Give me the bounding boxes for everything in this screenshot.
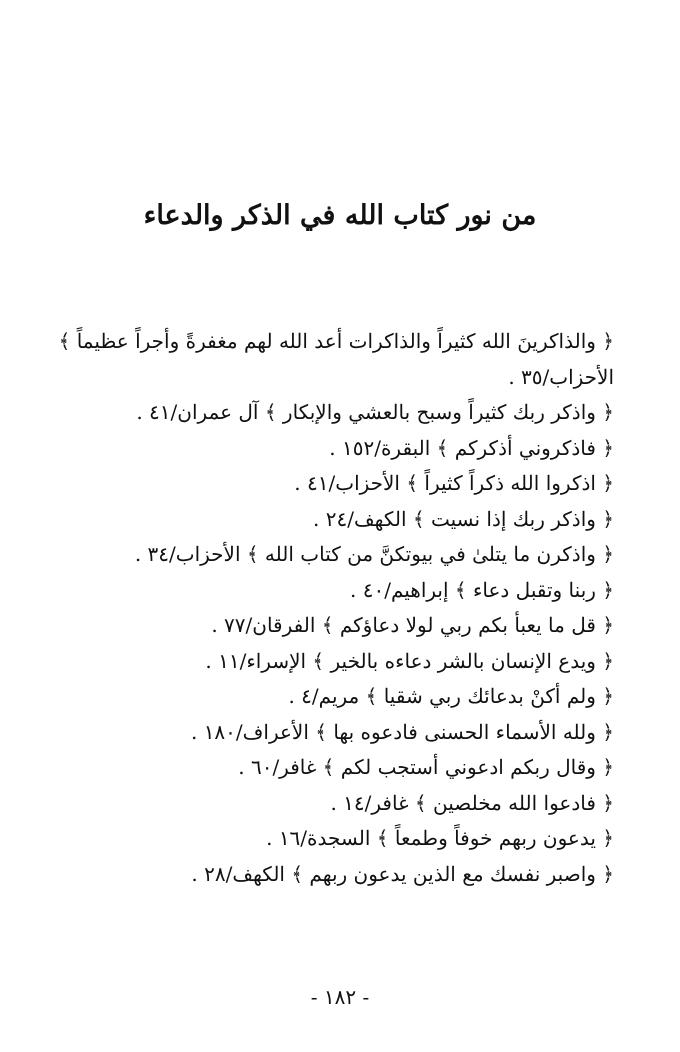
- verse-line: ﴿ ولم أكنْ بدعائك ربي شقيا ﴾ مريم/٤ .: [288, 684, 614, 708]
- verse-line: ﴿ يدعون ربهم خوفاً وطمعاً ﴾ السجدة/١٦ .: [266, 826, 614, 850]
- verse-line: ﴿ واصبر نفسك مع الذين يدعون ربهم ﴾ الكهف/٢٨ .: [191, 861, 614, 886]
- verse-line: ﴿ اذكروا الله ذكراً كثيراً ﴾ الأحزاب/٤١ .: [294, 471, 614, 495]
- verse-line: ﴿ فاذكروني أذكركم ﴾ البقرة/١٥٢ .: [329, 435, 614, 460]
- verse-line: ﴿ واذكر ربك إذا نسيت ﴾ الكهف/٢٤ .: [313, 506, 614, 531]
- verse-line: ﴿ واذكرن ما يتلىٰ في بيوتكنَّ من كتاب الله ﴾ الأحزاب/٣٤ .: [134, 542, 614, 566]
- verse-line: ﴿ ولله الأسماء الحسنى فادعوه بها ﴾ الأعراف/١٨٠ .: [190, 719, 614, 744]
- verse-line: ﴿ وقال ربكم ادعوني أستجب لكم ﴾ غافر/٦٠ .: [238, 755, 614, 779]
- verse-line: ﴿ ربنا وتقبل دعاء ﴾ إبراهيم/٤٠ .: [350, 577, 614, 602]
- verse-line: الأحزاب/٣٥ .: [508, 364, 614, 389]
- verse-line: ﴿ ويدع الإنسان بالشر دعاءه بالخير ﴾ الإسراء/١١ .: [205, 648, 614, 673]
- verse-line: ﴿ والذاكرينَ الله كثيراً والذاكرات أعد الله لهم مغفرةً وأجراً عظيماً ﴾: [58, 329, 614, 353]
- verse-line: ﴿ قل ما يعبأ بكم ربي لولا دعاؤكم ﴾ الفرقان/٧٧ .: [211, 613, 614, 637]
- page-title: من نور كتاب الله في الذكر والدعاء: [143, 200, 537, 231]
- page-number: - ١٨٢ -: [310, 985, 370, 1009]
- verse-list: [54, 324, 614, 892]
- verse-line: ﴿ واذكر ربك كثيراً وسبح بالعشي والإبكار ﴾ آل عمران/٤١ .: [136, 400, 614, 424]
- verse-line: ﴿ فادعوا الله مخلصين ﴾ غافر/١٤ .: [330, 790, 614, 815]
